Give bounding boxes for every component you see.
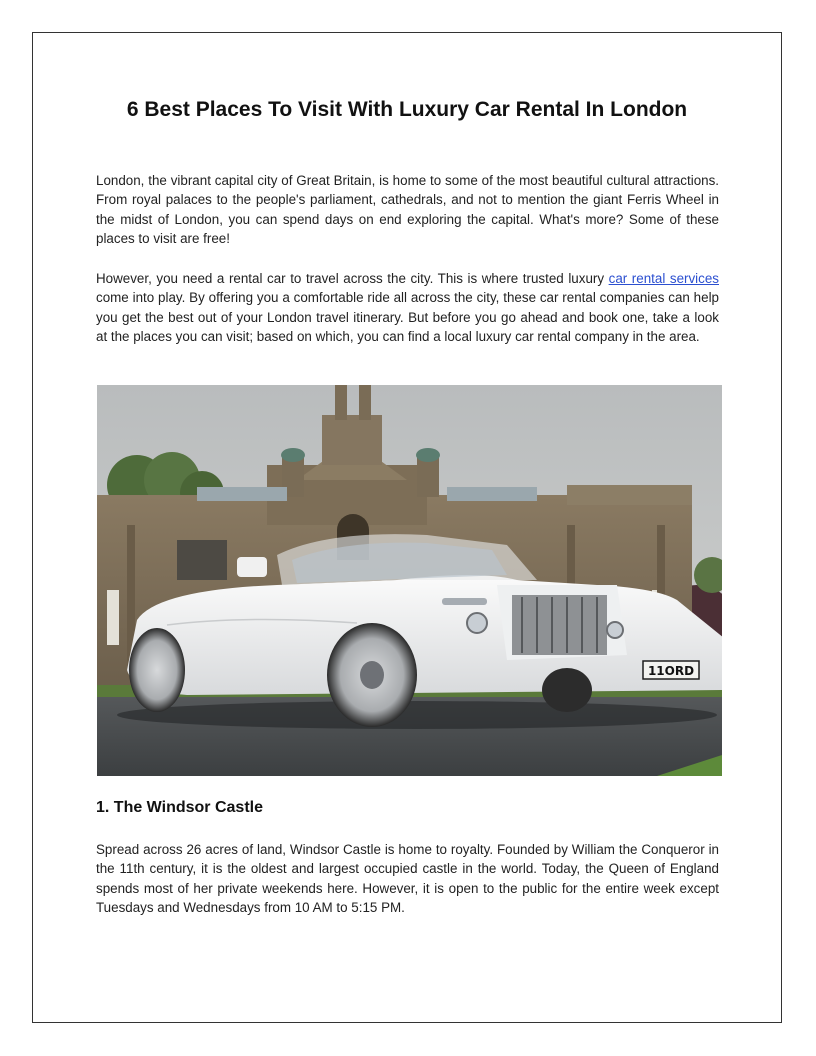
windsor-castle-paragraph: Spread across 26 acres of land, Windsor Castle is home to royalty. Founded by William the Conqueror in the 11th century, it is the oldest and largest occupied castle in the world. Today, the Queen of England spends most of her private weekends here. However, it is open to the public for the entire week except Tuesdays and Wednesdays from 10 AM to 5:15 PM. <box>96 842 719 916</box>
section-heading-windsor-castle: 1. The Windsor Castle <box>96 799 263 816</box>
second-paragraph-text-end: come into play. By offering you a comfortable ride all across the city, these car rental companies can help you get the best out of your London travel itinerary. But before you go ahead and book one, take a look at the places you can visit; based on which, you can find a local luxury car rental company in the area. <box>96 290 719 345</box>
car-castle-photo <box>97 385 722 776</box>
license-plate <box>643 661 699 679</box>
second-paragraph <box>96 269 719 347</box>
page-title: 6 Best Places To Visit With Luxury Car Rental In London <box>126 98 688 121</box>
grille <box>512 595 607 655</box>
rear-wheel <box>129 628 185 712</box>
second-paragraph-text-start: However, you need a rental car to travel across the city. This is where trusted luxury <box>96 271 609 286</box>
license-plate-text: 11ORD <box>647 664 695 678</box>
intro-paragraph: London, the vibrant capital city of Great Britain, is home to some of the most beautiful cultural attractions. From royal palaces to the people's parliament, cathedrals, and not to mention the giant Ferris Wheel in the midst of London, you can spend days on end exploring the capital. What's more? Some of these places to visit are free! <box>96 173 719 247</box>
far-front-wheel <box>542 668 592 712</box>
car-rental-services-link[interactable]: car rental services <box>608 271 719 286</box>
